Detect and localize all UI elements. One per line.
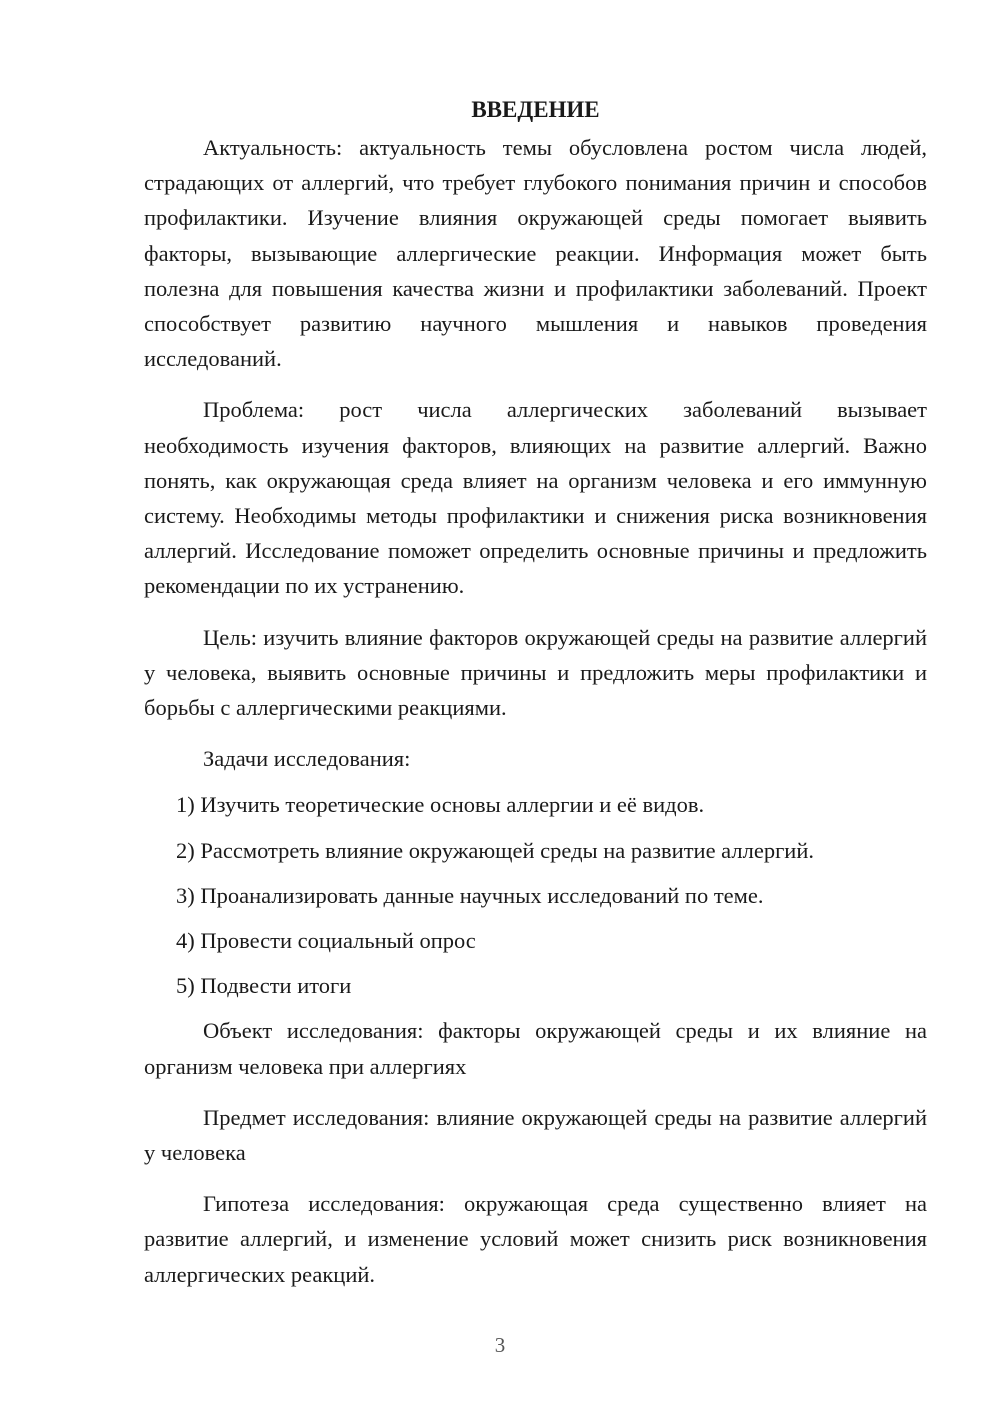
relevance-paragraph: Актуальность: актуальность темы обусловлена ростом числа людей, страдающих от аллергий, что требует глубокого понимания причин и способов профилактики. Изучение влияния окружающей среды помогает выявить факторы, вызывающие аллергические реакции. Информация может быть полезна для повышения качества жизни и профилактики заболеваний. Проект способствует развитию научного мышления и навыков проведения исследований. — [144, 135, 927, 372]
problem-paragraph: Проблема: рост числа аллергических заболеваний вызывает необходимость изучения факторов, влияющих на развитие аллергий. Важно понять, как окружающая среда влияет на организм человека и его иммунную систему. Необходимы методы профилактики и снижения риска возникновения аллергий. Исследование поможет определить основные причины и предложить рекомендации по их устранению. — [144, 397, 927, 599]
task-item: 4) Провести социальный опрос — [176, 928, 476, 954]
document-title: ВВЕДЕНИЕ — [471, 97, 600, 122]
goal-paragraph: Цель: изучить влияние факторов окружающей среды на развитие аллергий у человека, выявить основные причины и предложить меры профилактики и борьбы с аллергическими реакциями. — [144, 624, 927, 721]
task-item: 5) Подвести итоги — [176, 973, 352, 999]
task-item: 1) Изучить теоретические основы аллергии и её видов. — [176, 792, 705, 818]
page-number: 3 — [494, 1333, 506, 1357]
tasks-list — [144, 787, 927, 1003]
object-paragraph: Объект исследования: факторы окружающей среды и их влияние на организм человека при аллергиях — [144, 1018, 927, 1079]
task-item: 2) Рассмотреть влияние окружающей среды на развитие аллергий. — [176, 837, 814, 863]
task-item: 3) Проанализировать данные научных исследований по теме. — [176, 882, 764, 908]
subject-paragraph: Предмет исследования: влияние окружающей среды на развитие аллергий у человека — [144, 1104, 927, 1166]
tasks-heading: Задачи исследования: — [203, 746, 411, 772]
hypothesis-paragraph: Гипотеза исследования: окружающая среда существенно влияет на развитие аллергий, и изменение условий может снизить риск возникновения аллергических реакций. — [144, 1191, 927, 1287]
document-page — [144, 92, 927, 1308]
